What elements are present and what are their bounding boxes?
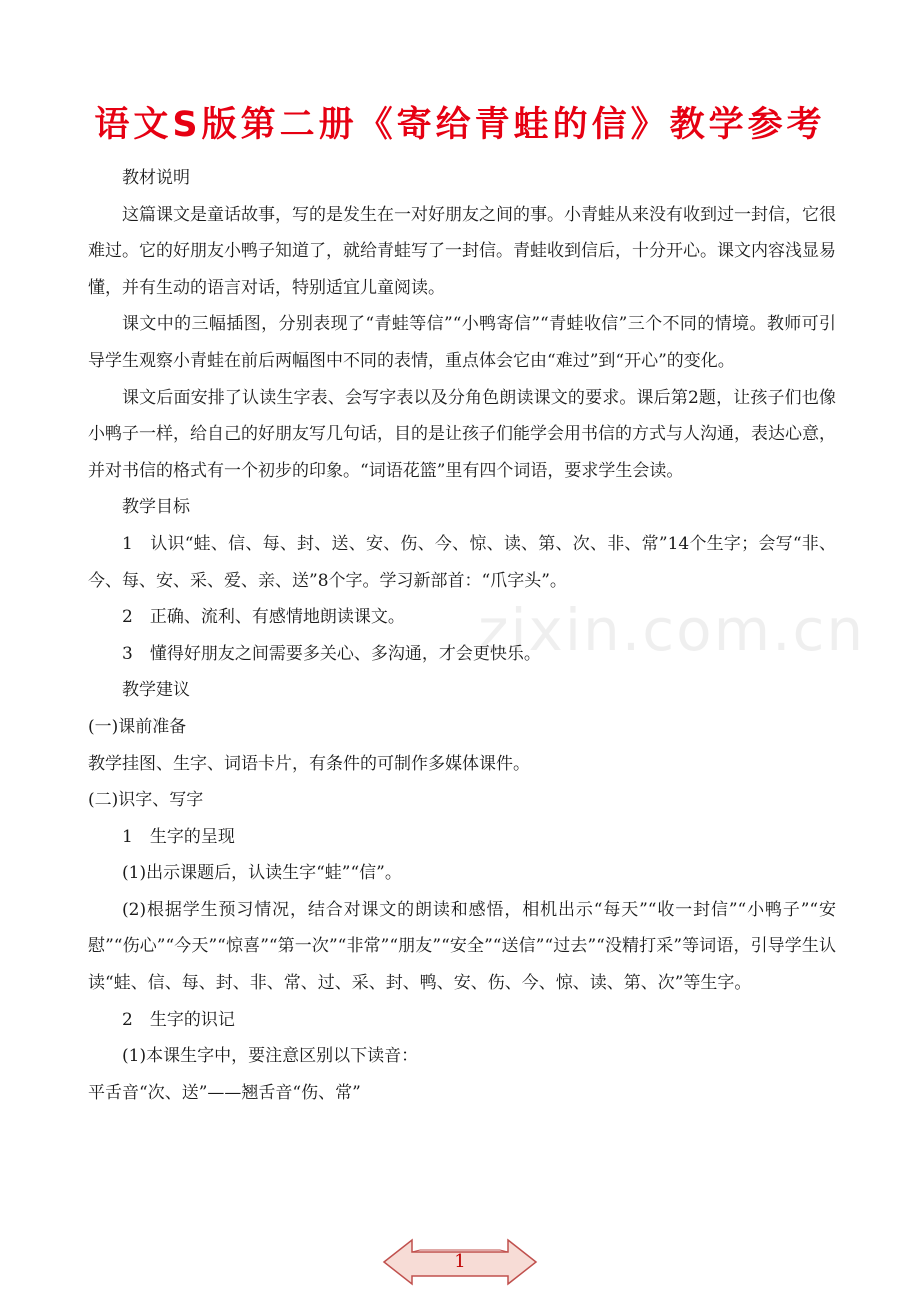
page-number: 1 <box>454 1251 466 1272</box>
watermark: zixin.com.cn <box>478 596 866 664</box>
list-item: (1)出示课题后，认读生字“蛙”“信”。 <box>122 863 402 884</box>
list-item: 2 生字的识记 <box>122 1009 235 1030</box>
document-body <box>88 160 836 1111</box>
paragraph: 平舌音“次、送”——翘舌音“伤、常” <box>88 1082 361 1103</box>
goal-item: 3 懂得好朋友之间需要多关心、多沟通，才会更快乐。 <box>122 643 541 664</box>
paragraph: 课文中的三幅插图，分别表现了“青蛙等信”“小鸭寄信”“青蛙收信”三个不同的情境。教师可引导学生观察小青蛙在前后两幅图中不同的表情，重点体会它由“难过”到“开心”的变化。 <box>88 314 836 371</box>
list-item: (2)根据学生预习情况，结合对课文的朗读和感悟，相机出示“每天”“收一封信”“小鸭子”“安慰”“伤心”“今天”“惊喜”“第一次”“非常”“朋友”“安全”“送信”“过去”“没精打采”等词语，引导学生认读“蛙、信、每、封、非、常、过、采、封、鸭、安、伤、今、惊、读、第、次”等生字。 <box>88 899 836 994</box>
paragraph: 教学挂图、生字、词语卡片，有条件的可制作多媒体课件。 <box>88 753 530 774</box>
document-title: 语文S版第二册《寄给青蛙的信》教学参考 <box>94 105 826 145</box>
goal-item: 1 认识“蛙、信、每、封、送、安、伤、今、惊、读、第、次、非、常”14个生字；会写“非、今、每、安、采、爱、亲、送”8个字。学习新部首：“爪字头”。 <box>88 533 836 591</box>
subsection-heading: (一)课前准备 <box>88 716 187 737</box>
section-heading-suggestions: 教学建议 <box>122 680 190 701</box>
page-number-badge <box>382 1232 538 1286</box>
subsection-heading: (二)识字、写字 <box>88 790 204 811</box>
paragraph: 这篇课文是童话故事，写的是发生在一对好朋友之间的事。小青蛙从来没有收到过一封信，它很难过。它的好朋友小鸭子知道了，就给青蛙写了一封信。青蛙收到信后，十分开心。课文内容浅显易懂，并有生动的语言对话，特别适宜儿童阅读。 <box>88 204 836 298</box>
section-heading-goals: 教学目标 <box>122 497 190 518</box>
paragraph: 课文后面安排了认读生字表、会写字表以及分角色朗读课文的要求。课后第2题，让孩子们也像小鸭子一样，给自己的好朋友写几句话，目的是让孩子们能学会用书信的方式与人沟通，表达心意，并对书信的格式有一个初步的印象。“词语花篮”里有四个词语，要求学生会读。 <box>88 387 836 481</box>
list-item: (1)本课生字中，要注意区别以下读音： <box>122 1046 419 1067</box>
list-item: 1 生字的呈现 <box>122 826 235 847</box>
goal-item: 2 正确、流利、有感情地朗读课文。 <box>122 607 405 628</box>
section-heading-materials: 教材说明 <box>122 168 190 188</box>
